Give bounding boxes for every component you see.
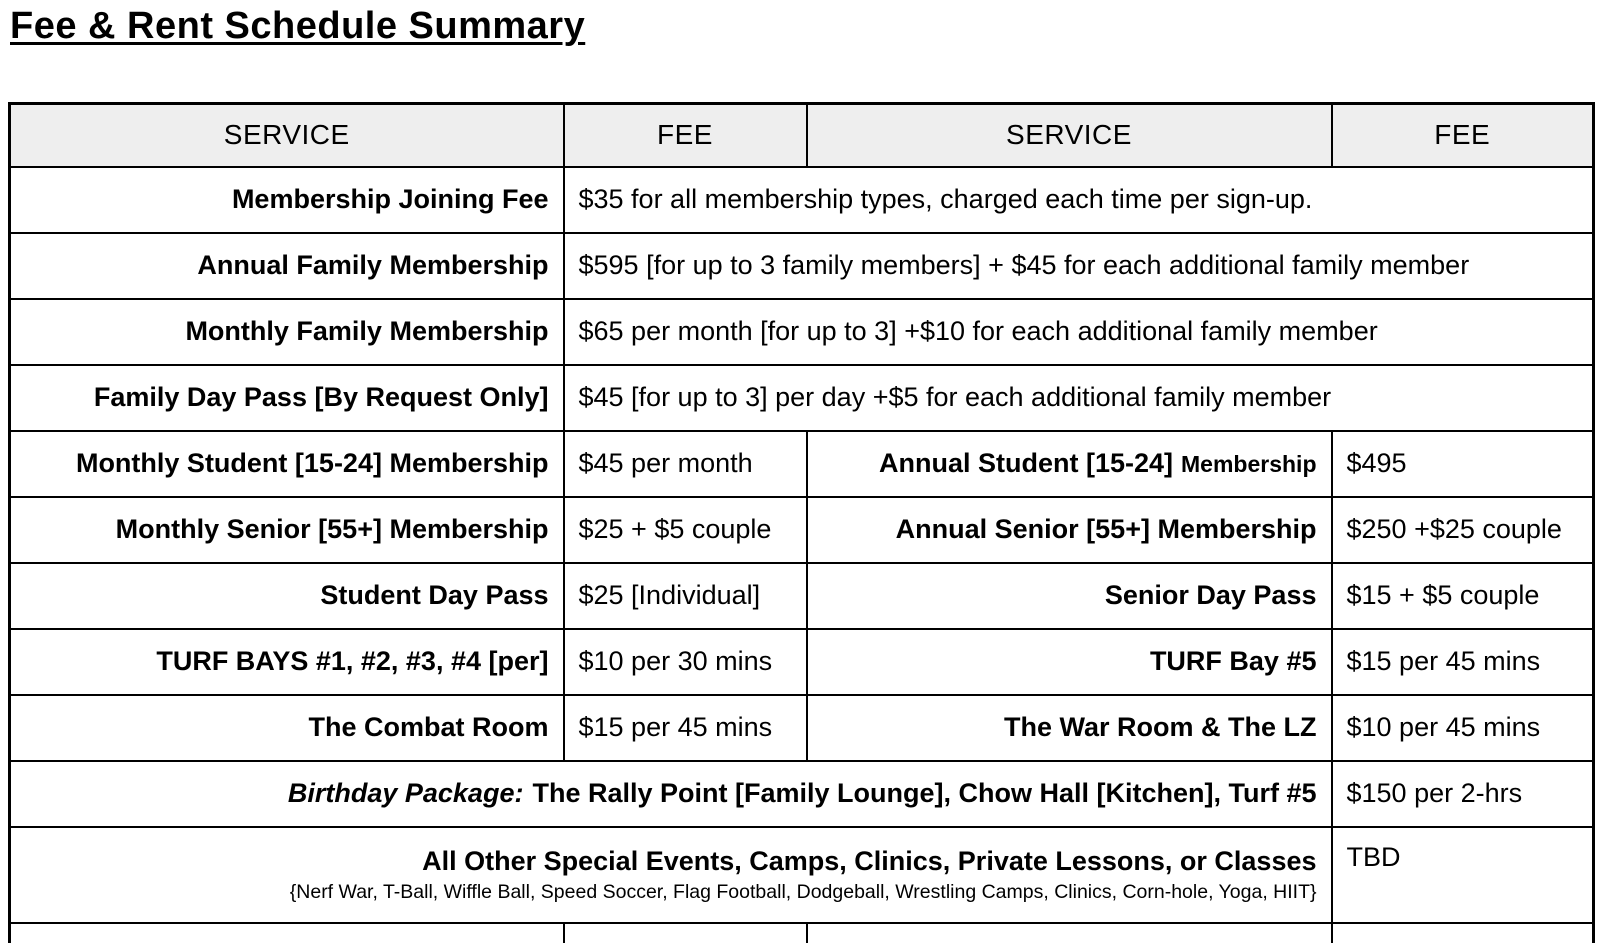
page-title: Fee & Rent Schedule Summary (10, 5, 586, 47)
header-row (10, 104, 1594, 167)
table-row (10, 629, 1594, 695)
service-cell (10, 923, 564, 943)
fee-cell (564, 923, 807, 943)
service-cell (807, 923, 1332, 943)
fee-cell: $45 [for up to 3] per day +$5 for each additional family member (564, 365, 1594, 431)
table-row (10, 563, 1594, 629)
service-cell: Annual Senior [55+] Membership (807, 497, 1332, 563)
fee-cell: $150 per 2-hrs (1332, 761, 1594, 827)
fee-cell: $10 per 30 mins (564, 629, 807, 695)
service-cell: Monthly Family Membership (10, 299, 564, 365)
table-row (10, 299, 1594, 365)
table-row (10, 431, 1594, 497)
fee-cell: $65 per month [for up to 3] +$10 for each additional family member (564, 299, 1594, 365)
service-cell: Membership Joining Fee (10, 167, 564, 233)
service-cell: Annual Family Membership (10, 233, 564, 299)
fee-cell: $595 [for up to 3 family members] + $45 for each additional family member (564, 233, 1594, 299)
service-cell: Senior Day Pass (807, 563, 1332, 629)
service-cell: Monthly Senior [55+] Membership (10, 497, 564, 563)
birthday-package-detail: The Rally Point [Family Lounge], Chow Hall [Kitchen], Turf #5 (532, 778, 1317, 808)
header-fee-2: FEE (1332, 104, 1594, 167)
fee-cell (1332, 923, 1594, 943)
table-row-special-events (10, 827, 1594, 923)
table-row (10, 497, 1594, 563)
service-cell: Family Day Pass [By Request Only] (10, 365, 564, 431)
fee-cell: $15 + $5 couple (1332, 563, 1594, 629)
birthday-package-label: Birthday Package: (287, 778, 524, 808)
service-label-suffix: Membership (1181, 451, 1317, 477)
fee-cell: TBD (1332, 827, 1594, 923)
fee-cell: $495 (1332, 431, 1594, 497)
fee-cell: $25 [Individual] (564, 563, 807, 629)
special-events-label: All Other Special Events, Camps, Clinics, Private Lessons, or Classes (422, 846, 1317, 876)
service-cell: The Combat Room (10, 695, 564, 761)
table-row (10, 167, 1594, 233)
service-cell (10, 827, 1332, 923)
fee-schedule-table (8, 102, 1595, 943)
header-service-2: SERVICE (807, 104, 1332, 167)
fee-cell: $35 for all membership types, charged each time per sign-up. (564, 167, 1594, 233)
service-label: Annual Student [15-24] (878, 448, 1174, 478)
header-fee-1: FEE (564, 104, 807, 167)
fee-cell: $25 + $5 couple (564, 497, 807, 563)
table-row (10, 365, 1594, 431)
table-row (10, 695, 1594, 761)
table-row (10, 233, 1594, 299)
fee-cell: $15 per 45 mins (1332, 629, 1594, 695)
fee-cell: $250 +$25 couple (1332, 497, 1594, 563)
service-cell: Student Day Pass (10, 563, 564, 629)
service-cell: TURF BAYS #1, #2, #3, #4 [per] (10, 629, 564, 695)
special-events-sublabel: {Nerf War, T-Ball, Wiffle Ball, Speed Soccer, Flag Football, Dodgeball, Wrestling Camps, Clinics, Corn-hole, Yoga, HIIT} (289, 881, 1317, 903)
header-service-1: SERVICE (10, 104, 564, 167)
service-cell (10, 761, 1332, 827)
table-row-birthday-package (10, 761, 1594, 827)
fee-cell: $15 per 45 mins (564, 695, 807, 761)
service-cell: The War Room & The LZ (807, 695, 1332, 761)
service-cell: TURF Bay #5 (807, 629, 1332, 695)
fee-cell: $10 per 45 mins (1332, 695, 1594, 761)
table-row-partial (10, 923, 1594, 943)
service-cell (807, 431, 1332, 497)
fee-cell: $45 per month (564, 431, 807, 497)
service-cell: Monthly Student [15-24] Membership (10, 431, 564, 497)
